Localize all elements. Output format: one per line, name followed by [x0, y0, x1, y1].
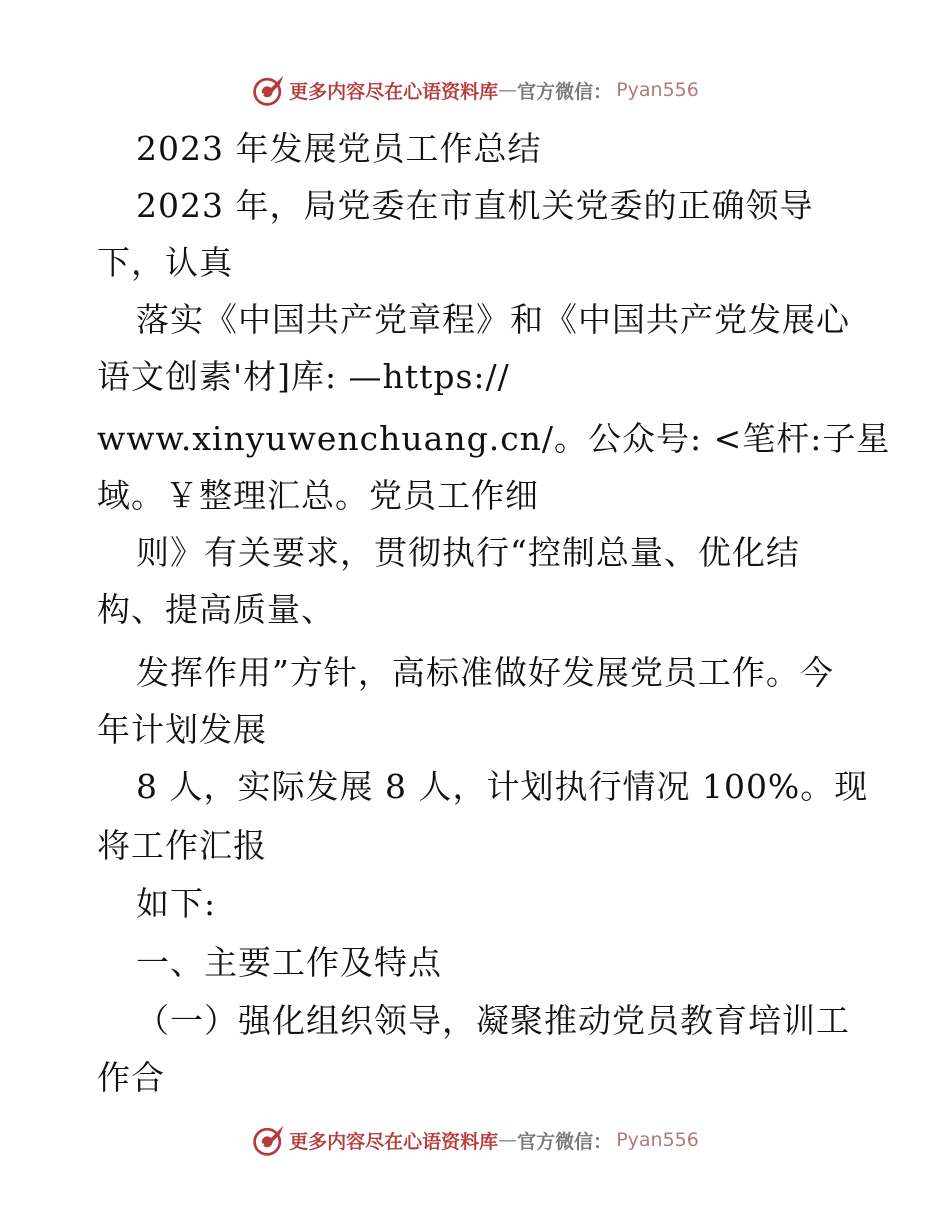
paragraph-line: www.xinyuwenchuang.cn/。公众号: <笔杆:子星 [97, 419, 891, 458]
footer-watermark-banner [0, 1120, 950, 1160]
paragraph-line: 域。￥整理汇总。党员工作细 [97, 476, 539, 515]
paragraph-line: 如下: [136, 884, 217, 923]
section-heading: 一、主要工作及特点 [136, 943, 442, 982]
paragraph-line: 落实《中国共产党章程》和《中国共产党发展心 [136, 300, 850, 339]
paragraph-line: 2023 年，局党委在市直机关党委的正确领导 [136, 186, 814, 225]
banner-account-id: Pyan556 [616, 1129, 699, 1151]
quill-logo-icon [251, 1122, 287, 1158]
subsection-heading: （一）强化组织领导，凝聚推动党员教育培训工 [136, 1001, 850, 1040]
paragraph-line: 将工作汇报 [97, 826, 267, 865]
paragraph-line: 下，认真 [97, 243, 233, 282]
paragraph-line: 8 人，实际发展 8 人，计划执行情况 100%。现 [136, 767, 869, 806]
banner-brand-text: 更多内容尽在心语资料库 [289, 1130, 499, 1153]
header-watermark-banner [0, 70, 950, 110]
paragraph-line: 年计划发展 [97, 710, 267, 749]
paragraph-line: 则》有关要求，贯彻执行“控制总量、优化结 [136, 533, 800, 572]
banner-brand-text: 更多内容尽在心语资料库 [289, 80, 499, 103]
quill-logo-icon [251, 72, 287, 108]
paragraph-line: 构、提高质量、 [97, 590, 335, 629]
paragraph-line: 语文创素'材]库: —https:// [97, 357, 510, 396]
banner-wechat-label: 官方微信： [517, 1130, 613, 1153]
paragraph-line: 作合 [97, 1058, 165, 1097]
document-title: 2023 年发展党员工作总结 [136, 129, 542, 168]
banner-wechat-label: 官方微信： [517, 80, 613, 103]
banner-account-id: Pyan556 [616, 79, 699, 101]
banner-separator: — [498, 79, 518, 101]
banner-separator: — [498, 1129, 518, 1151]
paragraph-line: 发挥作用”方针，高标准做好发展党员工作。今 [136, 653, 834, 692]
